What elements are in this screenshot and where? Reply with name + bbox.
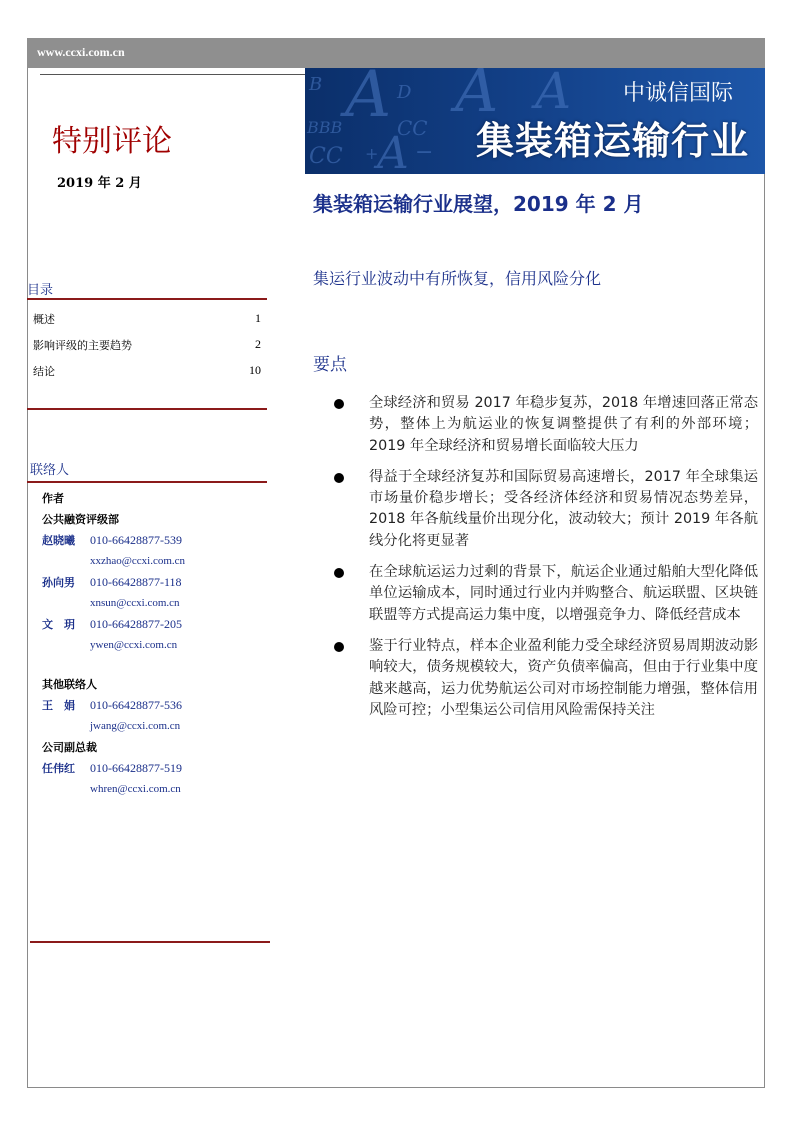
website-link[interactable]: www.ccxi.com.cn <box>37 45 125 59</box>
contact-phone[interactable]: 010-66428877-519 <box>90 761 182 775</box>
list-item <box>334 393 758 457</box>
toc-heading: 目录 <box>27 283 54 298</box>
key-points-heading: 要点 <box>313 355 347 375</box>
toc-top-rule <box>27 298 267 300</box>
contact-email[interactable]: whren@ccxi.com.cn <box>90 783 181 795</box>
contact-email[interactable]: jwang@ccxi.com.cn <box>90 720 181 732</box>
department-label: 公共融资评级部 <box>42 513 119 526</box>
toc-item-label: 概述 <box>33 313 55 326</box>
banner-deco-letter: A <box>345 68 392 132</box>
other-contacts-label: 其他联络人 <box>42 678 97 691</box>
header-bar <box>27 38 765 68</box>
bullet-dot-icon <box>334 473 344 483</box>
toc-item[interactable] <box>33 363 261 389</box>
banner-deco-letter: D <box>397 82 412 103</box>
key-point-text: 得益于全球经济复苏和国际贸易高速增长，2017 年全球集运市场量价稳步增长；受各经济体经济和贸易情况态势差异，2018 年各航线量价出现分化，波动较大；预计 2019 年各航线分化将更显著 <box>369 468 758 549</box>
vp-label: 公司副总裁 <box>42 741 97 754</box>
contact-name: 任伟红 <box>42 762 75 775</box>
contact-phone[interactable]: 010-66428877-205 <box>90 617 182 631</box>
key-point-text: 全球经济和贸易 2017 年稳步复苏，2018 年增速回落正常态势，整体上为航运业的恢复调整提供了有利的外部环境；2019 年全球经济和贸易增长面临较大压力 <box>369 395 758 454</box>
contact-name: 文 玥 <box>42 618 75 631</box>
banner-deco-letter: BBB <box>307 118 343 137</box>
contacts-list <box>42 490 272 802</box>
contact-row <box>42 616 272 637</box>
banner-title: 集装箱运输行业 <box>475 119 749 163</box>
banner-deco-letter: + <box>365 144 379 163</box>
list-item <box>334 636 758 721</box>
banner-brand: 中诚信国际 <box>622 81 733 106</box>
toc-bottom-rule <box>27 408 267 410</box>
toc-item-page: 2 <box>255 337 261 351</box>
authors-label: 作者 <box>42 492 64 505</box>
contact-row <box>42 697 272 718</box>
contact-row <box>42 532 272 553</box>
spacer <box>42 658 272 676</box>
bullet-dot-icon <box>334 568 344 578</box>
header-divider <box>40 74 305 75</box>
contact-name: 王 娟 <box>42 699 75 712</box>
banner-deco-letter: A <box>377 128 409 174</box>
contact-row <box>42 574 272 595</box>
banner-deco-letter: CC <box>309 144 343 169</box>
banner-deco-letter: CC <box>397 116 428 140</box>
contact-name: 孙向男 <box>42 576 75 589</box>
toc-item-label: 影响评级的主要趋势 <box>33 339 132 352</box>
bullet-dot-icon <box>334 399 344 409</box>
contact-email[interactable]: ywen@ccxi.com.cn <box>90 639 178 651</box>
contacts-heading: 联络人 <box>30 463 70 478</box>
table-of-contents <box>33 311 261 389</box>
toc-item[interactable] <box>33 337 261 363</box>
banner-deco-letter: − <box>415 140 434 165</box>
report-category: 特别评论 <box>52 124 172 159</box>
page-subtitle: 集运行业波动中有所恢复，信用风险分化 <box>313 269 602 288</box>
key-point-text: 在全球航运运力过剩的背景下，航运企业通过船舶大型化降低单位运输成本，同时通过行业内并购整合、航运联盟、区块链联盟等方式提高运力集中度，以增强竞争力、降低经营成本 <box>369 564 758 623</box>
banner-deco-letter: A <box>535 68 572 120</box>
contact-row <box>42 760 272 781</box>
list-item <box>334 562 758 626</box>
banner <box>305 68 765 174</box>
bullet-dot-icon <box>334 642 344 652</box>
contacts-top-rule <box>27 481 267 483</box>
report-date: 2019 年 2 月 <box>57 176 142 191</box>
key-point-text: 鉴于行业特点，样本企业盈利能力受全球经济贸易周期波动影响较大，债务规模较大，资产负债率偏高，但由于行业集中度越来越高，运力优势航运公司对市场控制能力增强，整体信用风险可控；小型集运公司信用风险需保持关注 <box>369 637 758 718</box>
toc-item-label: 结论 <box>33 365 55 378</box>
banner-deco-letter: B <box>309 74 323 95</box>
contact-phone[interactable]: 010-66428877-118 <box>90 575 182 589</box>
toc-item-page: 1 <box>255 311 261 325</box>
contact-email[interactable]: xnsun@ccxi.com.cn <box>90 597 180 609</box>
contact-name: 赵晓曦 <box>42 534 75 547</box>
toc-item-page: 10 <box>249 363 261 377</box>
contact-phone[interactable]: 010-66428877-536 <box>90 698 182 712</box>
contact-email[interactable]: xxzhao@ccxi.com.cn <box>90 555 186 567</box>
toc-item[interactable] <box>33 311 261 337</box>
contacts-bottom-rule <box>30 941 270 943</box>
banner-deco-letter: A <box>455 68 499 126</box>
page-title: 集装箱运输行业展望，2019 年 2 月 <box>313 192 644 216</box>
key-points-list <box>334 393 758 731</box>
contact-phone[interactable]: 010-66428877-539 <box>90 533 182 547</box>
list-item <box>334 467 758 552</box>
